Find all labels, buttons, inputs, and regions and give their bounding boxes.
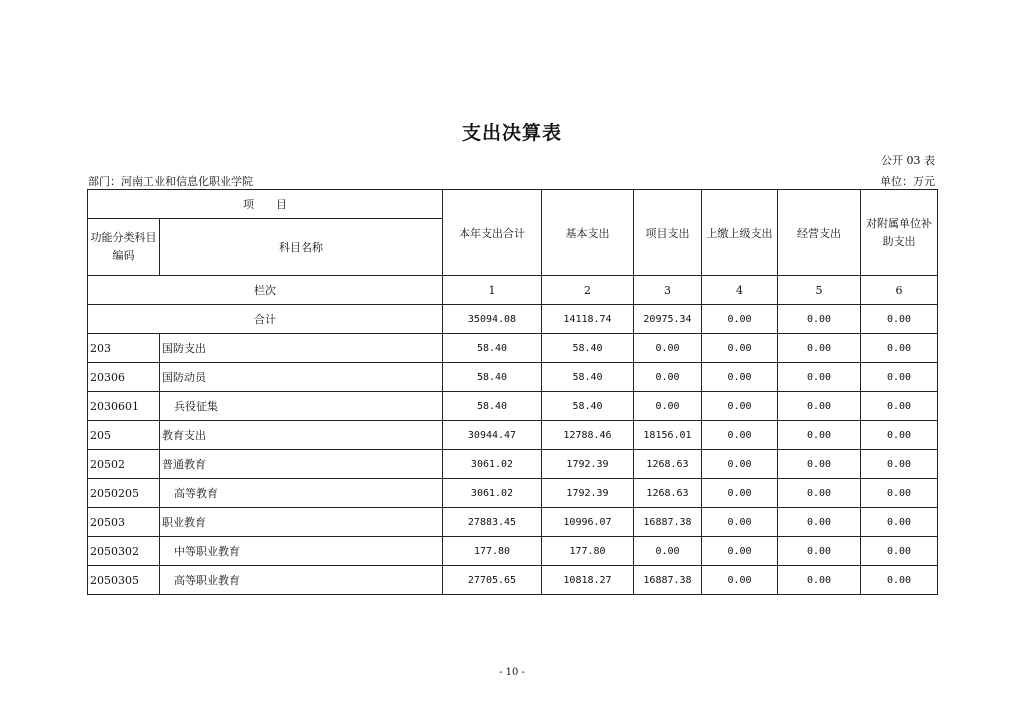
value-cell: 16887.38 bbox=[634, 566, 702, 595]
value-cell: 58.40 bbox=[542, 334, 634, 363]
value-cell: 0.00 bbox=[702, 392, 778, 421]
total-value: 35094.08 bbox=[443, 305, 542, 334]
value-cell: 0.00 bbox=[634, 363, 702, 392]
value-cell: 0.00 bbox=[702, 479, 778, 508]
value-cell: 0.00 bbox=[861, 508, 938, 537]
value-cell: 3061.02 bbox=[443, 479, 542, 508]
lanci-cell: 2 bbox=[542, 276, 634, 305]
subject-name-cell: 职业教育 bbox=[160, 508, 443, 537]
subject-name-cell: 中等职业教育 bbox=[160, 537, 443, 566]
subject-name-cell: 国防支出 bbox=[160, 334, 443, 363]
func-code-header: 功能分类科目编码 bbox=[88, 219, 160, 276]
value-cell: 0.00 bbox=[702, 450, 778, 479]
func-code-cell: 20503 bbox=[88, 508, 160, 537]
lanci-label: 栏次 bbox=[88, 276, 443, 305]
value-cell: 0.00 bbox=[778, 392, 861, 421]
total-label: 合计 bbox=[88, 305, 443, 334]
table-row bbox=[88, 363, 938, 392]
value-cell: 0.00 bbox=[778, 363, 861, 392]
total-value: 0.00 bbox=[778, 305, 861, 334]
value-cell: 0.00 bbox=[702, 537, 778, 566]
value-cell: 27705.65 bbox=[443, 566, 542, 595]
value-cell: 0.00 bbox=[861, 450, 938, 479]
value-cell: 0.00 bbox=[778, 508, 861, 537]
lanci-row bbox=[88, 276, 938, 305]
value-cell: 0.00 bbox=[778, 421, 861, 450]
total-value: 0.00 bbox=[702, 305, 778, 334]
value-cell: 58.40 bbox=[443, 334, 542, 363]
table-row bbox=[88, 479, 938, 508]
value-cell: 0.00 bbox=[702, 421, 778, 450]
func-code-cell: 2050302 bbox=[88, 537, 160, 566]
total-value: 20975.34 bbox=[634, 305, 702, 334]
subject-name-cell: 教育支出 bbox=[160, 421, 443, 450]
func-code-cell: 205 bbox=[88, 421, 160, 450]
value-cell: 10818.27 bbox=[542, 566, 634, 595]
value-cell: 0.00 bbox=[861, 479, 938, 508]
unit-label: 单位：万元 bbox=[880, 175, 935, 188]
value-cell: 0.00 bbox=[634, 334, 702, 363]
value-cell: 0.00 bbox=[861, 537, 938, 566]
lanci-cell: 3 bbox=[634, 276, 702, 305]
value-cell: 0.00 bbox=[702, 566, 778, 595]
subject-name-cell: 兵役征集 bbox=[160, 392, 443, 421]
value-cell: 177.80 bbox=[542, 537, 634, 566]
func-code-cell: 2050205 bbox=[88, 479, 160, 508]
value-cell: 0.00 bbox=[861, 566, 938, 595]
value-cell: 58.40 bbox=[443, 363, 542, 392]
page-title: 支出决算表 bbox=[461, 122, 562, 144]
value-cell: 0.00 bbox=[778, 334, 861, 363]
department-label: 部门：河南工业和信息化职业学院 bbox=[88, 175, 253, 188]
col-header-basic: 基本支出 bbox=[542, 190, 634, 276]
value-cell: 0.00 bbox=[861, 392, 938, 421]
func-code-cell: 20502 bbox=[88, 450, 160, 479]
table-row bbox=[88, 334, 938, 363]
value-cell: 12788.46 bbox=[542, 421, 634, 450]
page-number: - 10 - bbox=[499, 667, 525, 678]
value-cell: 10996.07 bbox=[542, 508, 634, 537]
form-number: 公开 03 表 bbox=[881, 154, 935, 167]
table-row bbox=[88, 450, 938, 479]
value-cell: 0.00 bbox=[702, 363, 778, 392]
col-header-upper: 上缴上级支出 bbox=[702, 190, 778, 276]
table-row bbox=[88, 392, 938, 421]
value-cell: 0.00 bbox=[778, 566, 861, 595]
value-cell: 0.00 bbox=[861, 421, 938, 450]
lanci-cell: 5 bbox=[778, 276, 861, 305]
total-row bbox=[88, 305, 938, 334]
table-row bbox=[88, 508, 938, 537]
value-cell: 58.40 bbox=[542, 363, 634, 392]
table-row bbox=[88, 421, 938, 450]
col-header-business: 经营支出 bbox=[778, 190, 861, 276]
value-cell: 1792.39 bbox=[542, 479, 634, 508]
lanci-cell: 1 bbox=[443, 276, 542, 305]
subject-name-cell: 国防动员 bbox=[160, 363, 443, 392]
col-header-subsidy: 对附属单位补助支出 bbox=[861, 190, 938, 276]
table-row bbox=[88, 537, 938, 566]
value-cell: 58.40 bbox=[542, 392, 634, 421]
value-cell: 1268.63 bbox=[634, 479, 702, 508]
func-code-cell: 203 bbox=[88, 334, 160, 363]
lanci-cell: 4 bbox=[702, 276, 778, 305]
value-cell: 58.40 bbox=[443, 392, 542, 421]
value-cell: 1268.63 bbox=[634, 450, 702, 479]
value-cell: 18156.01 bbox=[634, 421, 702, 450]
subject-name-cell: 高等教育 bbox=[160, 479, 443, 508]
value-cell: 0.00 bbox=[778, 479, 861, 508]
value-cell: 177.80 bbox=[443, 537, 542, 566]
value-cell: 0.00 bbox=[702, 334, 778, 363]
value-cell: 0.00 bbox=[634, 537, 702, 566]
value-cell: 30944.47 bbox=[443, 421, 542, 450]
value-cell: 0.00 bbox=[778, 537, 861, 566]
table-row bbox=[88, 566, 938, 595]
total-value: 14118.74 bbox=[542, 305, 634, 334]
subject-name-cell: 普通教育 bbox=[160, 450, 443, 479]
value-cell: 1792.39 bbox=[542, 450, 634, 479]
col-header-total: 本年支出合计 bbox=[443, 190, 542, 276]
func-code-cell: 2030601 bbox=[88, 392, 160, 421]
value-cell: 0.00 bbox=[861, 334, 938, 363]
expenditure-table bbox=[87, 189, 938, 595]
value-cell: 16887.38 bbox=[634, 508, 702, 537]
value-cell: 27883.45 bbox=[443, 508, 542, 537]
func-code-cell: 2050305 bbox=[88, 566, 160, 595]
value-cell: 0.00 bbox=[634, 392, 702, 421]
header-row-1 bbox=[88, 190, 938, 219]
col-header-project: 项目支出 bbox=[634, 190, 702, 276]
value-cell: 0.00 bbox=[778, 450, 861, 479]
total-value: 0.00 bbox=[861, 305, 938, 334]
func-code-cell: 20306 bbox=[88, 363, 160, 392]
subject-name-header: 科目名称 bbox=[160, 219, 443, 276]
value-cell: 0.00 bbox=[702, 508, 778, 537]
project-header: 项 目 bbox=[88, 190, 443, 219]
value-cell: 0.00 bbox=[861, 363, 938, 392]
lanci-cell: 6 bbox=[861, 276, 938, 305]
subject-name-cell: 高等职业教育 bbox=[160, 566, 443, 595]
value-cell: 3061.02 bbox=[443, 450, 542, 479]
